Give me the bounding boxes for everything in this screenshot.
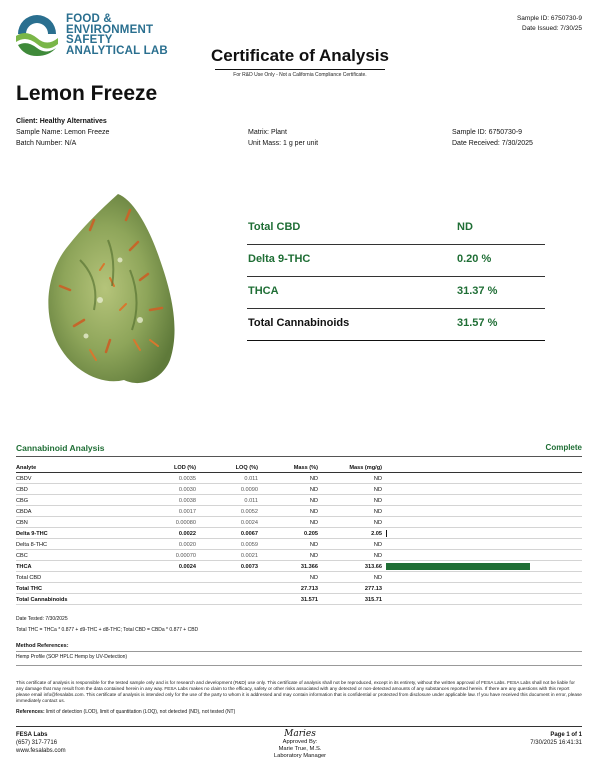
client-name: Client: Healthy Alternatives (16, 118, 107, 125)
column-header: LOQ (%) (235, 464, 258, 471)
lod-cell: 0.0022 (178, 530, 196, 537)
mass-percent-cell: ND (309, 519, 318, 526)
loq-cell: 0.0090 (240, 486, 258, 493)
mass-percent-cell: ND (309, 552, 318, 559)
footer-phone: (657) 317-7716 (16, 740, 58, 746)
table-row (16, 528, 582, 539)
table-header-row (16, 462, 582, 473)
mass-mg-cell: 2.05 (371, 530, 382, 537)
footer-approval (240, 730, 360, 760)
disclaimer-text: This certificate of analysis is responsible for the tested sample only and is for research and development (R&D) use only. This certificate of analysis shall not be reproduced, except in its entirety, without the written approval of FESA Labs. FESA Labs shall not be liable for any damage that may result from the data contained herein in any way. FESA Labs makes no claim to the efficacy, safety or other risks associated with any detected or non-detected amounts of any substances reported herein. If there are any questions with this report please email info@fesalabs.com. This certificate of analysis is intended only for the use of the party to whom it is addressed and may contain information that is confidential or protected from disclosure under applicable law. If you have received this document in error, please immediately contact us. (16, 680, 582, 703)
column-header: Mass (%) (293, 464, 318, 471)
mass-mg-cell: ND (373, 497, 382, 504)
footer-company: FESA Labs (16, 732, 48, 738)
document-subtitle: For R&D Use Only - Not a California Compliance Certificate. (233, 72, 367, 78)
summary-value: 31.57 % (457, 317, 498, 329)
approved-by-label: Approved By: (282, 739, 318, 745)
table-row (16, 583, 582, 594)
mass-mg-cell: ND (373, 541, 382, 548)
table-row (16, 572, 582, 583)
date-tested: Date Tested: 7/30/2025 (16, 616, 68, 622)
summary-value: 31.37 % (457, 285, 498, 297)
analyte-cell: CBC (16, 552, 28, 559)
header-sample-id: Sample ID: 6750730-9 (516, 15, 582, 22)
mass-bar (386, 530, 387, 537)
footer-contact (16, 731, 66, 755)
analyte-cell: Delta 9-THC (16, 530, 48, 537)
signature: Maries (284, 729, 316, 739)
mass-mg-cell: 313.66 (364, 563, 382, 570)
mass-percent-cell: 0.205 (304, 530, 318, 537)
analyte-cell: Total Cannabinoids (16, 596, 68, 603)
references (16, 709, 235, 715)
date-received: Date Received: 7/30/2025 (452, 140, 533, 147)
footer-timestamp: 7/30/2025 16:41:31 (530, 740, 582, 746)
footer-divider (16, 726, 582, 727)
unit-mass: Unit Mass: 1 g per unit (248, 140, 319, 147)
lod-cell: 0.0020 (178, 541, 196, 548)
table-row (16, 594, 582, 605)
table-row (16, 550, 582, 561)
header-sample-info (517, 14, 582, 34)
mass-mg-cell: ND (373, 475, 382, 482)
loq-cell: 0.0024 (240, 519, 258, 526)
logo-line: FOOD & (66, 13, 112, 25)
table-body (16, 473, 582, 605)
mass-percent-cell: 27.713 (300, 585, 318, 592)
mass-mg-cell: 277.13 (364, 585, 382, 592)
lod-cell: 0.0024 (178, 563, 196, 570)
analysis-divider (16, 456, 582, 457)
approver-name: Marie True, M.S. (278, 746, 322, 752)
logo-line: ENVIRONMENT (66, 23, 154, 36)
mass-percent-cell: 31.571 (300, 596, 318, 603)
meta-sample-column (452, 127, 533, 149)
summary-label: Total CBD (248, 221, 301, 233)
summary-row (247, 277, 545, 309)
document-title: Certificate of Analysis (211, 46, 389, 65)
analysis-status: Complete (545, 443, 582, 452)
method-divider (16, 651, 582, 652)
loq-cell: 0.011 (244, 475, 258, 482)
logo-line: SAFETY (66, 34, 113, 46)
header-date-issued: Date Issued: 7/30/25 (522, 25, 582, 32)
mass-bar (386, 563, 530, 570)
product-name: Lemon Freeze (16, 82, 158, 105)
analyte-cell: Total THC (16, 585, 42, 592)
column-header: Analyte (16, 464, 37, 471)
mass-percent-cell: ND (309, 508, 318, 515)
table-row (16, 561, 582, 572)
footer-website: www.fesalabs.com (16, 748, 66, 754)
analyte-cell: THCA (16, 563, 32, 570)
references-text: limit of detection (LOD), limit of quantitation (LOQ), not detected (ND), not tested (NT) (44, 709, 236, 715)
summary-value: ND (457, 221, 473, 233)
batch-number: Batch Number: N/A (16, 140, 77, 147)
cannabinoid-table (16, 462, 582, 605)
table-row (16, 539, 582, 550)
references-label: References: (16, 709, 45, 715)
summary-label: Total Cannabinoids (248, 317, 350, 329)
loq-cell: 0.0052 (240, 508, 258, 515)
summary-label: THCA (248, 285, 279, 297)
summary-label: Delta 9-THC (248, 253, 311, 265)
table-row (16, 517, 582, 528)
analyte-cell: CBDA (16, 508, 32, 515)
analysis-title: Cannabinoid Analysis (16, 443, 105, 453)
table-row (16, 484, 582, 495)
summary-row (247, 245, 545, 277)
loq-cell: 0.0059 (240, 541, 258, 548)
product-photo (30, 190, 192, 388)
method-references-text: Hemp Profile (SOP HPLC Hemp by UV-Detection) (16, 654, 128, 660)
lod-cell: 0.00080 (175, 519, 196, 526)
table-row (16, 506, 582, 517)
method-references-heading: Method References: (16, 643, 69, 649)
mass-mg-cell: ND (373, 508, 382, 515)
analyte-cell: Delta 8-THC (16, 541, 48, 548)
meta-client-column (16, 116, 109, 149)
page-number: Page 1 of 1 (550, 732, 582, 738)
mass-mg-cell: ND (373, 574, 382, 581)
matrix: Matrix: Plant (248, 129, 287, 136)
column-header: LOD (%) (173, 464, 196, 471)
analyte-cell: Total CBD (16, 574, 42, 581)
potency-summary (247, 213, 545, 341)
lod-cell: 0.0038 (178, 497, 196, 504)
summary-row-total (247, 309, 545, 341)
summary-value: 0.20 % (457, 253, 492, 265)
loq-cell: 0.0021 (240, 552, 258, 559)
method-divider (16, 665, 582, 666)
analyte-cell: CBG (16, 497, 29, 504)
mass-percent-cell: ND (309, 486, 318, 493)
mass-percent-cell: ND (309, 497, 318, 504)
summary-row (247, 213, 545, 245)
loq-cell: 0.0067 (240, 530, 258, 537)
mass-mg-cell: 315.71 (364, 596, 382, 603)
mass-mg-cell: ND (373, 519, 382, 526)
analyte-cell: CBD (16, 486, 28, 493)
mass-percent-cell: ND (309, 475, 318, 482)
mass-mg-cell: ND (373, 486, 382, 493)
footer-page-info (530, 731, 582, 747)
mass-percent-cell: ND (309, 541, 318, 548)
total-formula: Total THC = THCa * 0.877 + d9-THC + d8-THC; Total CBD = CBDa * 0.877 + CBD (16, 627, 199, 633)
analyte-cell: CBN (16, 519, 28, 526)
mass-percent-cell: 31.366 (300, 563, 318, 570)
loq-cell: 0.0073 (240, 563, 258, 570)
mass-mg-cell: ND (373, 552, 382, 559)
lod-cell: 0.0017 (178, 508, 196, 515)
table-row (16, 495, 582, 506)
mass-percent-cell: ND (309, 574, 318, 581)
sample-name: Sample Name: Lemon Freeze (16, 129, 110, 136)
approver-title: Laboratory Manager (273, 753, 327, 759)
lod-cell: 0.0035 (178, 475, 196, 482)
sample-id: Sample ID: 6750730-9 (452, 129, 523, 136)
loq-cell: 0.011 (244, 497, 258, 504)
column-header: Mass (mg/g) (349, 464, 382, 471)
analyte-cell: CBDV (16, 475, 32, 482)
table-row (16, 473, 582, 484)
meta-matrix-column (248, 127, 318, 149)
title-underline (215, 69, 385, 70)
lod-cell: 0.0030 (178, 486, 196, 493)
logo-line: ANALYTICAL LAB (66, 44, 168, 57)
lod-cell: 0.00070 (175, 552, 196, 559)
